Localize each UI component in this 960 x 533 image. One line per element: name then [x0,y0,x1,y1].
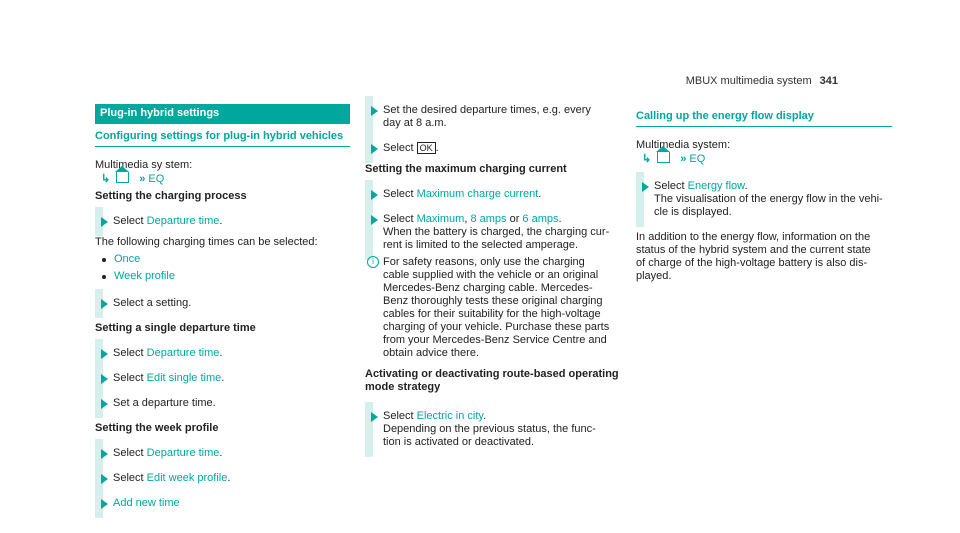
path-eq: EQ [689,153,706,165]
page-number: 341 [819,75,838,87]
step-arrow-icon [371,412,378,422]
heading-charging-process: Setting the charging process [95,190,247,202]
step: Select Departure time. [95,215,350,228]
heading-max-current: Setting the maximum charging current [365,163,567,175]
column-2 [365,104,627,449]
step-arrow-icon [101,399,108,409]
info-icon: i [367,256,379,268]
bullet-icon [102,258,106,262]
path-arrow-icon: ↳ [642,153,652,165]
step-arrow-icon [101,299,108,309]
step: Set a departure time. [95,397,350,410]
step: Select Maximum charge current. [365,188,627,201]
multimedia-label: Multimedia system: [636,139,731,151]
heading-single-departure: Setting a single departure time [95,322,256,334]
column-3 [636,104,892,283]
home-icon [657,152,670,163]
chevron-right-icon: » [680,153,687,165]
path-eq: EQ [148,173,165,185]
step-arrow-icon [101,474,108,484]
heading-week-profile: Setting the week profile [95,422,219,434]
step: Select Energy flow. The visualisation of the energy flow in the vehi- cle is displayed. [636,180,892,219]
energy-flow-paragraph: In addition to the energy flow, information on the status of the hybrid system and the current state of charge of the high-voltage battery is also dis- played. [636,231,871,282]
path-arrow-icon: ↳ [101,173,111,185]
multimedia-label: Multimedia sy stem: [95,159,193,171]
step-arrow-icon [371,215,378,225]
step: Select OK . [365,142,627,155]
list-item: Once [95,253,350,266]
step: Set the desired departure times, e.g. every day at 8 a.m. [365,104,627,130]
step: Select Electric in city. Depending on the previous status, the func- tion is activated or deactivated. [365,410,627,449]
step: Select Departure time. [95,347,350,360]
chevron-right-icon: » [139,173,146,185]
step-arrow-icon [371,144,378,154]
step: Select Maximum, 8 amps or 6 amps. When the battery is charged, the charging cur- rent is limited to the selected amperage. [365,213,627,252]
step: Select Edit single time. [95,372,350,385]
step-arrow-icon [101,349,108,359]
heading-route-strategy: Activating or deactivating route-based operating mode strategy [365,368,619,393]
step-arrow-icon [101,374,108,384]
step: Select Departure time. [95,447,350,460]
step-arrow-icon [101,499,108,509]
section-banner: Plug-in hybrid settings [95,104,350,124]
following-text: The following charging times can be selected: [95,236,318,248]
safety-note: i For safety reasons, only use the charging cable supplied with the vehicle or an original Mercedes-Benz charging cable. Mercedes- Benz thoroughly tests these original charging cables for their suitability for the high-voltage charging of your vehicle. Purchase these parts from your Mercedes-Benz Service Centre and obtain advice there. [365,256,627,360]
bullet-icon [102,275,106,279]
running-header [686,75,838,87]
subheading: Configuring settings for plug-in hybrid vehicles [95,124,350,147]
step-arrow-icon [371,190,378,200]
menu-path [95,172,350,186]
step: Select Edit week profile. [95,472,350,485]
step-arrow-icon [101,449,108,459]
departure-time-link: Departure time [146,215,220,227]
home-icon [116,172,129,183]
step-arrow-icon [101,217,108,227]
ok-key-icon: OK [417,142,436,154]
step-arrow-icon [642,182,649,192]
step: Select a setting. [95,297,350,310]
list-item: Week profile [95,270,350,283]
step-arrow-icon [371,106,378,116]
step: Add new time [95,497,350,510]
column-1 [95,104,350,510]
subheading: Calling up the energy flow display [636,104,892,127]
menu-path [636,152,892,166]
section-title: MBUX multimedia system [685,75,812,87]
